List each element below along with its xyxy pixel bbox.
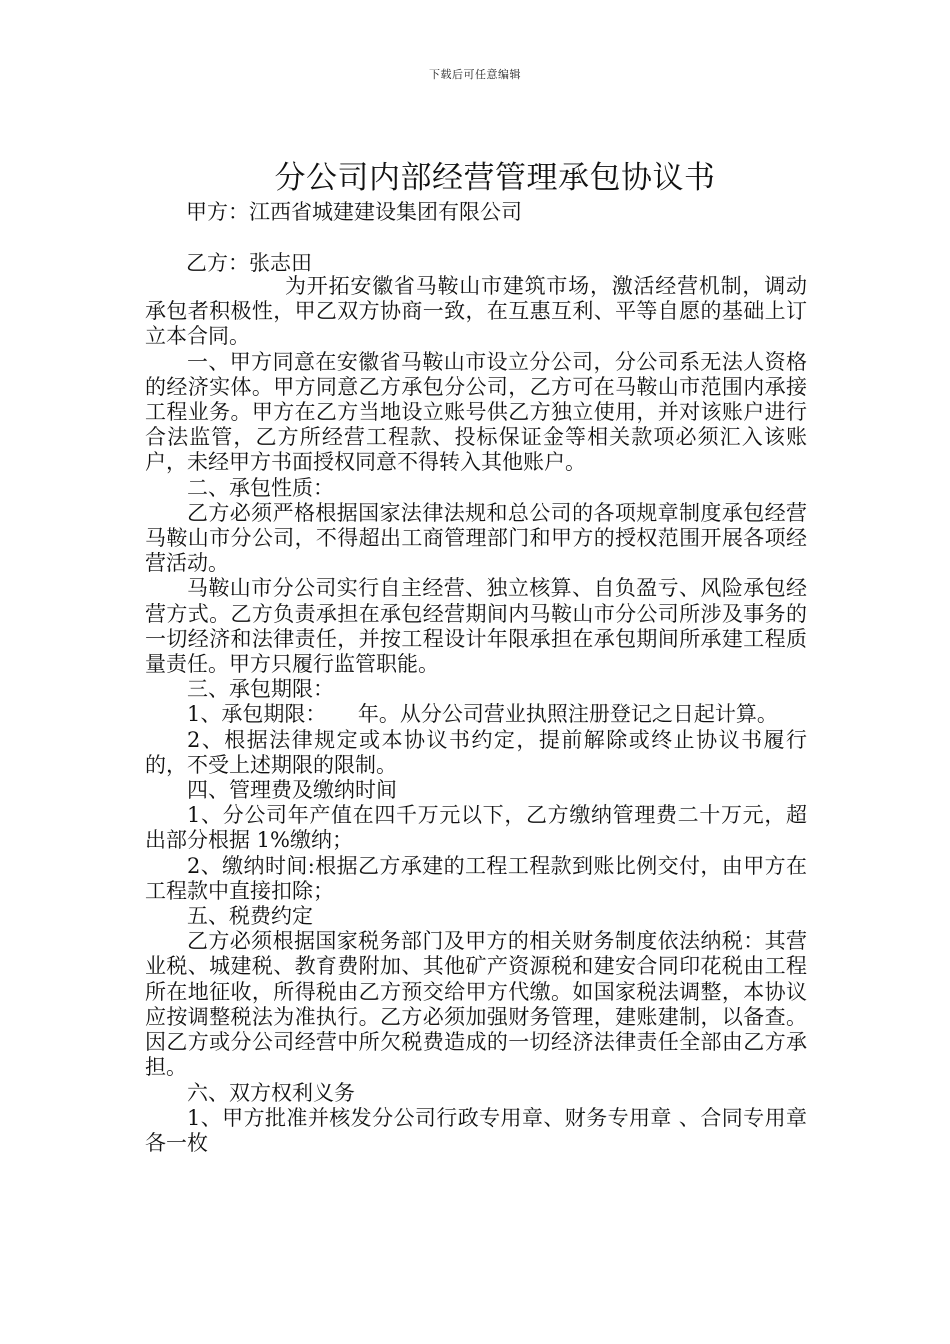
clause-4-1: 1、分公司年产值在四千万元以下，乙方缴纳管理费二十万元，超出部分根据 1%缴纳； [145,803,807,853]
section-heading-4: 四、管理费及缴纳时间 [187,778,397,803]
contract-body [145,274,807,1156]
clause-3-2: 2、根据法律规定或本协议书约定，提前解除或终止协议书履行的，不受上述期限的限制。 [145,727,807,777]
clause-5: 乙方必须根据国家税务部门及甲方的相关财务制度依法纳税：其营业税、城建税、教育费附加、其他矿产资源税和建安合同印花税由工程所在地征收，所得税由乙方预交给甲方代缴。如国家税法调整，本协议应按调整税法为准执行。乙方必须加强财务管理，建账建制，以备查。因乙方或分公司经营中所欠税费造成的一切经济法律责任全部由乙方承担。 [145,929,807,1080]
clause-2-a: 乙方必须严格根据国家法律法规和总公司的各项规章制度承包经营马鞍山市分公司，不得超出工商管理部门和甲方的授权范围开展各项经营活动。 [145,500,807,576]
clause-2-b: 马鞍山市分公司实行自主经营、独立核算、自负盈亏、风险承包经营方式。乙方负责承担在承包经营期间内马鞍山市分公司所涉及事务的一切经济和法律责任，并按工程设计年限承担在承包期间所承建工程质量责任。甲方只履行监管职能。 [145,576,807,677]
clause-3-1: 1、承包期限： 年。从分公司营业执照注册登记之日起计算。 [187,702,778,727]
section-heading-5: 五、税费约定 [187,904,313,929]
party-b: 乙方：张志田 [186,251,312,275]
clause-1: 一、甲方同意在安徽省马鞍山市设立分公司，分公司系无法人资格的经济实体。甲方同意乙方承包分公司，乙方可在马鞍山市范围内承接工程业务。甲方在乙方当地设立账号供乙方独立使用，并对该账户进行合法监管，乙方所经营工程款、投标保证金等相关款项必须汇入该账户，未经甲方书面授权同意不得转入其他账户。 [145,349,807,475]
party-a: 甲方：江西省城建建设集团有限公司 [186,200,522,224]
document-title: 分公司内部经营管理承包协议书 [274,160,716,196]
clause-6-1: 1、甲方批准并核发分公司行政专用章、财务专用章 、合同专用章各一枚 [145,1105,807,1155]
page-header: 下载后可任意编辑 [429,68,521,81]
section-heading-3: 三、承包期限： [187,677,334,702]
section-heading-6: 六、双方权利义务 [187,1080,355,1105]
intro-paragraph: 为开拓安徽省马鞍山市建筑市场，激活经营机制，调动承包者积极性，甲乙双方协商一致，在互惠互利、平等自愿的基础上订立本合同。 [145,274,807,349]
section-heading-2: 二、承包性质： [187,475,334,500]
clause-4-2: 2、缴纳时间:根据乙方承建的工程工程款到账比例交付，由甲方在工程款中直接扣除； [145,853,807,903]
